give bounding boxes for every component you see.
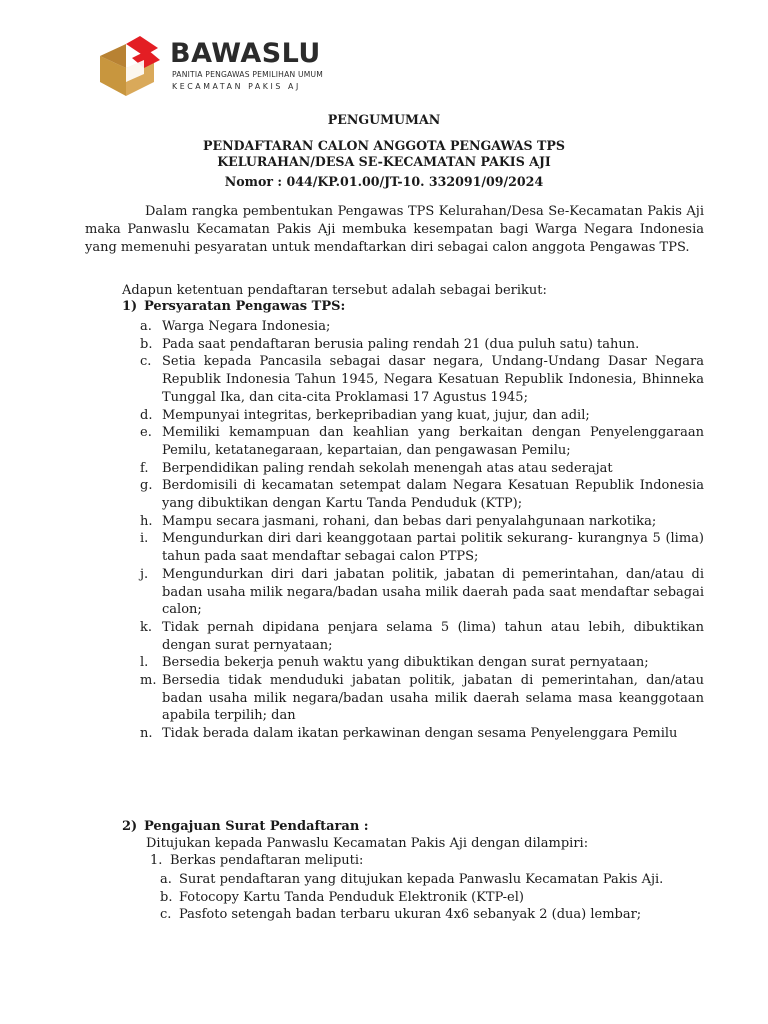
list-marker: i.	[140, 531, 149, 547]
list-item	[160, 889, 700, 907]
list-item-text: Berpendidikan paling rendah sekolah menengah atas atau sederajat	[162, 460, 613, 476]
list-marker: j.	[140, 566, 149, 582]
list-marker: c.	[140, 354, 152, 370]
list-item-text: Pada saat pendaftaran berusia paling rendah 21 (dua puluh satu) tahun.	[162, 336, 640, 352]
list-marker: d.	[140, 407, 153, 423]
list-marker: n.	[140, 726, 153, 742]
list-item	[140, 530, 704, 565]
list-item	[140, 460, 704, 478]
section-1-number: 1)	[122, 299, 138, 314]
list-item	[140, 672, 704, 725]
document-subtitle-2: KELURAHAN/DESA SE-KECAMATAN PAKIS AJI	[217, 154, 551, 169]
list-item-text: Mengundurkan diri dari keanggotaan partai politik sekurang- kurangnya 5 (lima) tahun pada saat mendaftar sebagai calon PTPS;	[162, 531, 704, 565]
section-2-title: Pengajuan Surat Pendaftaran :	[144, 819, 369, 834]
list-item-text: Surat pendaftaran yang ditujukan kepada Panwaslu Kecamatan Pakis Aji.	[179, 872, 664, 887]
section-1-title: Persyaratan Pengawas TPS:	[144, 299, 346, 314]
list-marker: g.	[140, 478, 153, 494]
subsection-1-title: Berkas pendaftaran meliputi:	[170, 853, 364, 868]
bawaslu-logo	[96, 34, 346, 98]
list-marker: k.	[140, 619, 153, 635]
list-item	[140, 513, 704, 531]
list-marker: f.	[140, 460, 149, 476]
list-marker: b.	[140, 336, 153, 352]
list-item	[140, 424, 704, 459]
requirements-list	[140, 318, 704, 743]
section-2-description: Ditujukan kepada Panwaslu Kecamatan Pakis Aji dengan dilampiri:	[146, 836, 589, 851]
section-1-heading	[122, 299, 345, 314]
list-item-text: Mengundurkan diri dari jabatan politik, jabatan di pemerintahan, dan/atau di badan usaha milik negara/badan usaha milik daerah pada saat mendaftar sebagai calon;	[162, 566, 704, 618]
list-marker: e.	[140, 425, 152, 441]
list-item	[140, 318, 704, 336]
logo-subtitle-1: PANITIA PENGAWAS PEMILIHAN UMUM	[172, 70, 323, 79]
logo-subtitle-2: KECAMATAN PAKIS AJ	[172, 82, 301, 91]
list-item	[140, 477, 704, 512]
list-item	[160, 871, 700, 889]
list-marker: b.	[160, 889, 173, 905]
list-item-text: Bersedia tidak menduduki jabatan politik, jabatan di pemerintahan, dan/atau badan usaha milik negara/badan usaha milik daerah selama masa keanggotaan apabila terpilih; dan	[162, 673, 704, 724]
list-item	[140, 407, 704, 425]
document-title: PENGUMUMAN	[327, 112, 441, 127]
list-marker: a.	[140, 319, 152, 334]
list-item	[140, 566, 704, 619]
list-marker: a.	[160, 872, 172, 887]
list-item-text: Memiliki kemampuan dan keahlian yang berkaitan dengan Penyelenggaraan Pemilu, ketatanegaraan, kepartaian, dan pengawasan Pemilu;	[162, 425, 704, 458]
list-item	[140, 619, 704, 654]
list-item-text: Tidak berada dalam ikatan perkawinan dengan sesama Penyelenggara Pemilu	[162, 726, 678, 742]
list-item-text: Fotocopy Kartu Tanda Penduduk Elektronik (KTP-el)	[179, 889, 524, 905]
list-item-text: Setia kepada Pancasila sebagai dasar negara, Undang-Undang Dasar Negara Republik Indonesia Tahun 1945, Negara Kesatuan Republik Indonesia, Bhinneka Tunggal Ika, dan cita-cita Proklamasi 17 Agustus 1945;	[162, 354, 704, 405]
list-item-text: Mempunyai integritas, berkepribadian yang kuat, jujur, dan adil;	[162, 407, 590, 423]
lead-sentence: Adapun ketentuan pendaftaran tersebut adalah sebagai berikut:	[122, 283, 547, 298]
section-2-number: 2)	[122, 819, 138, 834]
document-subtitle-1: PENDAFTARAN CALON ANGGOTA PENGAWAS TPS	[203, 138, 565, 153]
list-item-text: Mampu secara jasmani, rohani, dan bebas dari penyalahgunaan narkotika;	[162, 513, 657, 529]
list-item-text: Warga Negara Indonesia;	[162, 319, 331, 334]
list-item-text: Tidak pernah dipidana penjara selama 5 (lima) tahun atau lebih, dibuktikan dengan surat pernyataan;	[162, 619, 704, 653]
list-marker: m.	[140, 673, 157, 689]
list-item	[140, 654, 704, 672]
section-2-heading	[122, 819, 369, 834]
subsection-1-heading	[150, 853, 363, 868]
list-item	[140, 725, 704, 743]
list-item-text: Pasfoto setengah badan terbaru ukuran 4x6 sebanyak 2 (dua) lembar;	[179, 907, 642, 923]
document-number: Nomor : 044/KP.01.00/JT-10. 332091/09/2024	[224, 174, 544, 189]
documents-list	[160, 871, 700, 924]
list-item	[140, 336, 704, 354]
list-marker: h.	[140, 513, 153, 529]
logo-title: BAWASLU	[170, 38, 321, 69]
intro-paragraph: Dalam rangka pembentukan Pengawas TPS Kelurahan/Desa Se-Kecamatan Pakis Aji maka Panwaslu Kecamatan Pakis Aji membuka kesempatan bagi Warga Negara Indonesia yang memenuhi pesyaratan untuk mendaftarkan diri sebagai calon anggota Pengawas TPS.	[85, 204, 704, 255]
bawaslu-emblem-icon	[96, 34, 162, 98]
list-item	[140, 353, 704, 406]
list-item	[160, 906, 700, 924]
list-item-text: Bersedia bekerja penuh waktu yang dibuktikan dengan surat pernyataan;	[162, 655, 649, 671]
subsection-1-number: 1.	[150, 853, 163, 868]
list-marker: c.	[160, 907, 172, 923]
list-marker: l.	[140, 655, 149, 671]
list-item-text: Berdomisili di kecamatan setempat dalam Negara Kesatuan Republik Indonesia yang dibuktikan dengan Kartu Tanda Penduduk (KTP);	[162, 478, 704, 512]
